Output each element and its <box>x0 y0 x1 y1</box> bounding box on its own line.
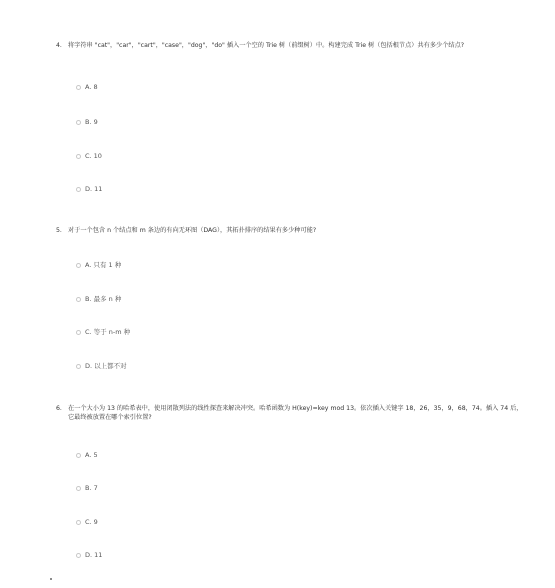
radio-icon[interactable] <box>76 453 81 458</box>
option-d[interactable] <box>76 185 102 193</box>
question-stem <box>56 41 526 50</box>
option-label: C. 10 <box>85 152 102 160</box>
option-d[interactable] <box>76 551 102 559</box>
radio-icon[interactable] <box>76 486 81 491</box>
radio-icon[interactable] <box>76 297 81 302</box>
option-label: A. 8 <box>85 83 98 91</box>
question-number: 4. <box>56 42 62 49</box>
radio-icon[interactable] <box>76 263 81 268</box>
question-number: 6. <box>56 405 62 412</box>
radio-icon[interactable] <box>76 187 81 192</box>
option-c[interactable] <box>76 328 130 336</box>
question-text: 在一个大小为 13 的哈希表中，使用闭散列法的线性探查来解决冲突。哈希函数为 H(key)=key mod 13。依次插入关键字 18，26，35，9，68，74。插入 74 后，它最终被放置在哪个索引位置? <box>68 405 523 421</box>
option-label: C. 等于 n-m 种 <box>85 328 131 336</box>
option-label: A. 只有 1 种 <box>85 261 122 269</box>
radio-icon[interactable] <box>76 553 81 558</box>
question-6 <box>56 404 526 559</box>
option-a[interactable] <box>76 451 98 459</box>
option-d[interactable] <box>76 362 127 370</box>
question-5 <box>56 226 526 370</box>
option-label: D. 以上都不对 <box>85 362 127 370</box>
question-4 <box>56 41 526 193</box>
radio-icon[interactable] <box>76 85 81 90</box>
option-b[interactable] <box>76 484 98 492</box>
option-label: D. 11 <box>85 551 103 559</box>
radio-icon[interactable] <box>76 520 81 525</box>
option-b[interactable] <box>76 295 121 303</box>
option-c[interactable] <box>76 518 98 526</box>
option-label: B. 最多 n 种 <box>85 295 122 303</box>
option-label: B. 7 <box>85 484 98 492</box>
radio-icon[interactable] <box>76 154 81 159</box>
question-text: 对于一个包含 n 个结点和 m 条边的有向无环图（DAG），其拓扑排序的结果有多少种可能? <box>68 227 317 234</box>
question-stem <box>56 226 526 235</box>
page-marker <box>50 578 52 580</box>
option-c[interactable] <box>76 152 102 160</box>
option-a[interactable] <box>76 83 98 91</box>
option-label: D. 11 <box>85 185 103 193</box>
question-stem <box>56 404 526 422</box>
option-label: A. 5 <box>85 451 98 459</box>
radio-icon[interactable] <box>76 120 81 125</box>
question-number: 5. <box>56 227 62 234</box>
option-label: C. 9 <box>85 518 98 526</box>
option-label: B. 9 <box>85 118 98 126</box>
option-a[interactable] <box>76 261 121 269</box>
question-text: 将字符串 "cat"，"car"，"cart"，"case"，"dog"，"do" 插入一个空的 Trie 树（前缀树）中。构建完成 Trie 树（包括根节点）共有多少个结点? <box>68 42 465 49</box>
option-b[interactable] <box>76 118 98 126</box>
radio-icon[interactable] <box>76 330 81 335</box>
radio-icon[interactable] <box>76 364 81 369</box>
